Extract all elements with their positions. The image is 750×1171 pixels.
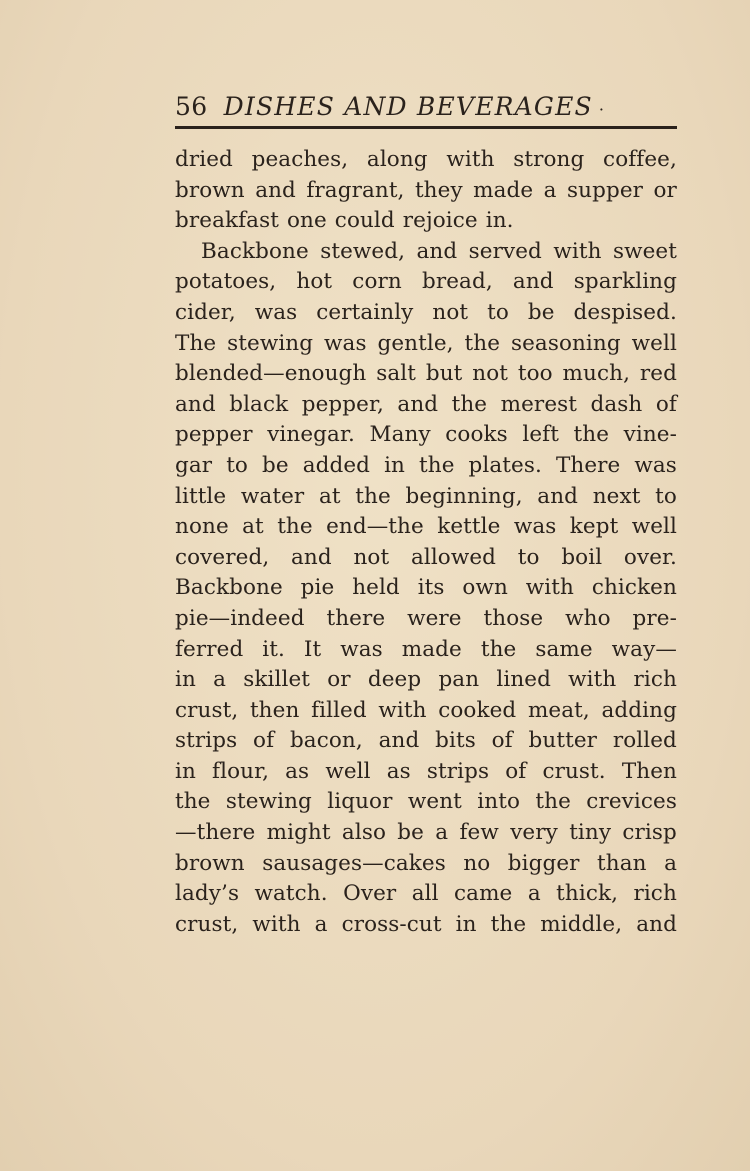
text-line: blended—enough salt but not too much, red xyxy=(175,361,677,387)
text-line: brown and fragrant, they made a supper or xyxy=(175,177,677,203)
text-line: little water at the beginning, and next to xyxy=(175,483,677,509)
text-line: the stewing liquor went into the crevices xyxy=(175,789,677,815)
text-line: covered, and not allowed to boil over. xyxy=(175,544,677,570)
text-line: none at the end—the kettle was kept well xyxy=(175,514,677,540)
body-text xyxy=(175,145,677,940)
text-line: gar to be added in the plates. There was xyxy=(175,452,677,478)
text-line: —there might also be a few very tiny crisp xyxy=(175,820,677,846)
text-line: potatoes, hot corn bread, and sparkling xyxy=(175,269,677,295)
text-line: in flour, as well as strips of crust. Then xyxy=(175,758,677,784)
text-line: and black pepper, and the merest dash of xyxy=(175,391,677,417)
text-line: crust, then filled with cooked meat, adding xyxy=(175,697,677,723)
running-head xyxy=(175,92,677,126)
text-line: The stewing was gentle, the seasoning well xyxy=(175,330,677,356)
text-line: cider, was certainly not to be despised. xyxy=(175,299,677,325)
text-line: strips of bacon, and bits of butter rolled xyxy=(175,728,677,754)
text-line: in a skillet or deep pan lined with rich xyxy=(175,667,677,693)
text-line: dried peaches, along with strong coffee, xyxy=(175,147,677,172)
book-page xyxy=(175,92,677,940)
header-rule xyxy=(175,126,677,129)
text-line: pepper vinegar. Many cooks left the vine- xyxy=(175,422,677,448)
text-line: crust, with a cross-cut in the middle, and xyxy=(175,911,677,937)
text-line: breakfast one could rejoice in. xyxy=(175,208,514,234)
text-line: Backbone stewed, and served with sweet xyxy=(201,238,677,264)
header-mark: · xyxy=(598,100,605,119)
text-line: Backbone pie held its own with chicken xyxy=(175,575,677,601)
page-number: 56 xyxy=(175,92,208,121)
text-line: pie—indeed there were those who pre- xyxy=(175,605,677,631)
text-line: brown sausages—cakes no bigger than a xyxy=(175,850,677,876)
running-title: DISHES AND BEVERAGES xyxy=(223,92,593,121)
text-line: ferred it. It was made the same way— xyxy=(175,636,677,662)
text-line: lady’s watch. Over all came a thick, rich xyxy=(175,881,677,907)
